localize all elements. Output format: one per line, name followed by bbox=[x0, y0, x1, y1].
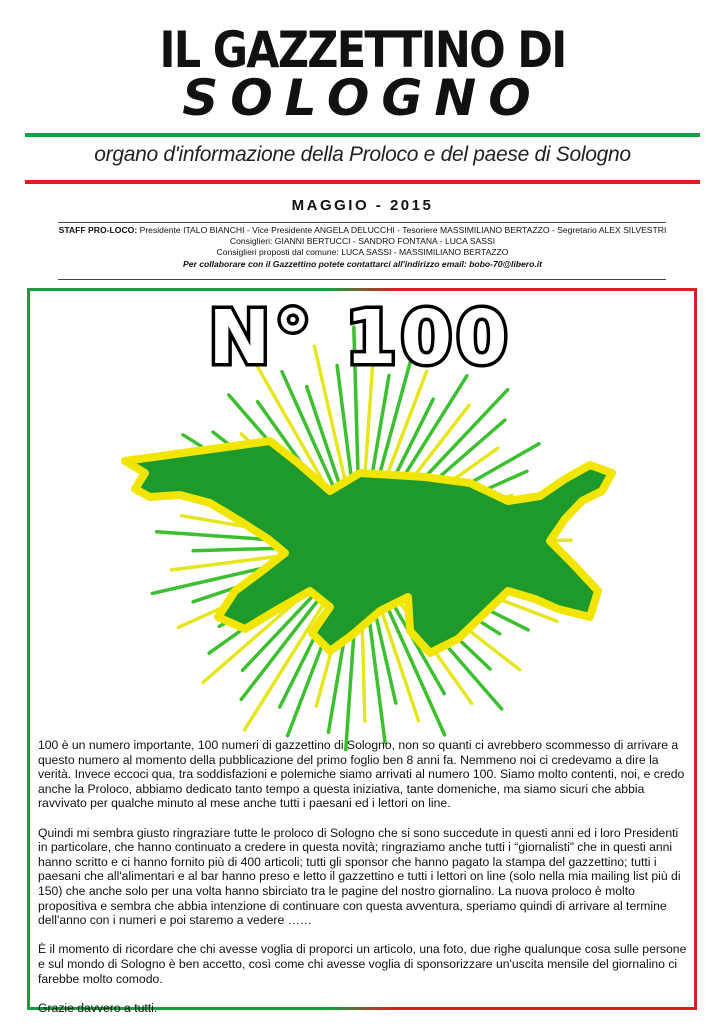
staff-line3: Consiglieri proposti dal comune: LUCA SASSI - MASSIMILIANO BERTAZZO bbox=[216, 247, 509, 258]
article-paragraph-4: Grazie davvero a tutti. bbox=[38, 1000, 158, 1015]
issue-date: MAGGIO - 2015 bbox=[291, 197, 434, 214]
staff-officers: Presidente ITALO BIANCHI - Vice Presidente ANGELA DELUCCHI - Tesoriere MASSIMILIANO BERTAZZO - Segretario ALEX SILVESTRI bbox=[137, 225, 667, 235]
masthead-title-line2: SOLOGNO bbox=[182, 69, 543, 127]
article-paragraph-1: 100 è un numero importante, 100 numeri di gazzettino di Sologno, non so quanti ci avrebbero scommesso di arrivare a questo numero al momento della pubblicazione del primo foglio ben 8 anni fa. Nemmeno noi ci credevamo a dire la verità. Invece eccoci qua, tra soddisfazioni e polemiche siamo arrivati al numero 100. Siamo molto contenti, noi, e credo anche la Proloco, abbiamo dedicato tanto tempo a questa iniziativa, tante domeniche, ma siamo sicuri che abbia ravvivato per qualche minuto al mese anche tutti i paesani ed i lettori on line. bbox=[38, 738, 685, 811]
divider-bottom bbox=[58, 279, 666, 280]
green-rule bbox=[25, 133, 700, 137]
staff-contact: Per collaborare con il Gazzettino potete contattarci all'indirizzo email: bobo-70@libero.it bbox=[182, 258, 542, 269]
staff-box bbox=[40, 225, 685, 270]
article-paragraph-2: Quindi mi sembra giusto ringraziare tutte le proloco di Sologno che si sono succedute in questi anni ed i loro Presidenti in particolare, che hanno continuato a credere in questa novità; ringraziamo anche tutti i “giornalisti” che in questi anni hanno scritto e ci hanno fornito più di 400 articoli; tutti gli sponsor che hanno pagato la stampa del gazzettino; tutti i paesani che all'alimentari e al bar hanno preso e letto il gazzettino e tutti i lettori on line (solo nella mia mailing list più di 150) che anche solo per una volta hanno sbirciato tra le pagine del nostro giornalino. La nuova proloco è molto propositiva e sembra che abbia intenzione di continuare con questa avventura, speriamo quindi di arrivare al termine dell'anno con i numeri e poi staremo a vedere …… bbox=[38, 825, 681, 928]
masthead-title-line1: IL GAZZETTINO DI bbox=[159, 21, 566, 79]
article-frame bbox=[27, 288, 697, 1015]
article-body bbox=[38, 738, 690, 1030]
masthead-subtitle: organo d'informazione della Proloco e del paese di Sologno bbox=[94, 143, 631, 166]
staff-line1 bbox=[40, 225, 685, 236]
article-paragraph-3: È il momento di ricordare che chi avesse voglia di proporci un articolo, una foto, due righe qualunque cosa sulle persone e sul mondo di Sologno è ben accetto, così come chi avesse voglia di sponsorizzare un'uscita mensile del giornalino ci farebbe molto comodo. bbox=[38, 942, 687, 986]
sunburst-ray bbox=[337, 366, 353, 492]
staff-label: STAFF PRO-LOCO: bbox=[58, 225, 138, 235]
divider-top bbox=[58, 222, 666, 223]
staff-line2: Consiglieri: GIANNI BERTUCCI - SANDRO FONTANA - LUCA SASSI bbox=[229, 236, 496, 247]
red-rule bbox=[25, 180, 700, 184]
issue-artwork bbox=[30, 291, 694, 751]
donkey-silhouette bbox=[125, 441, 612, 653]
issue-number: N° 100 bbox=[208, 295, 512, 381]
